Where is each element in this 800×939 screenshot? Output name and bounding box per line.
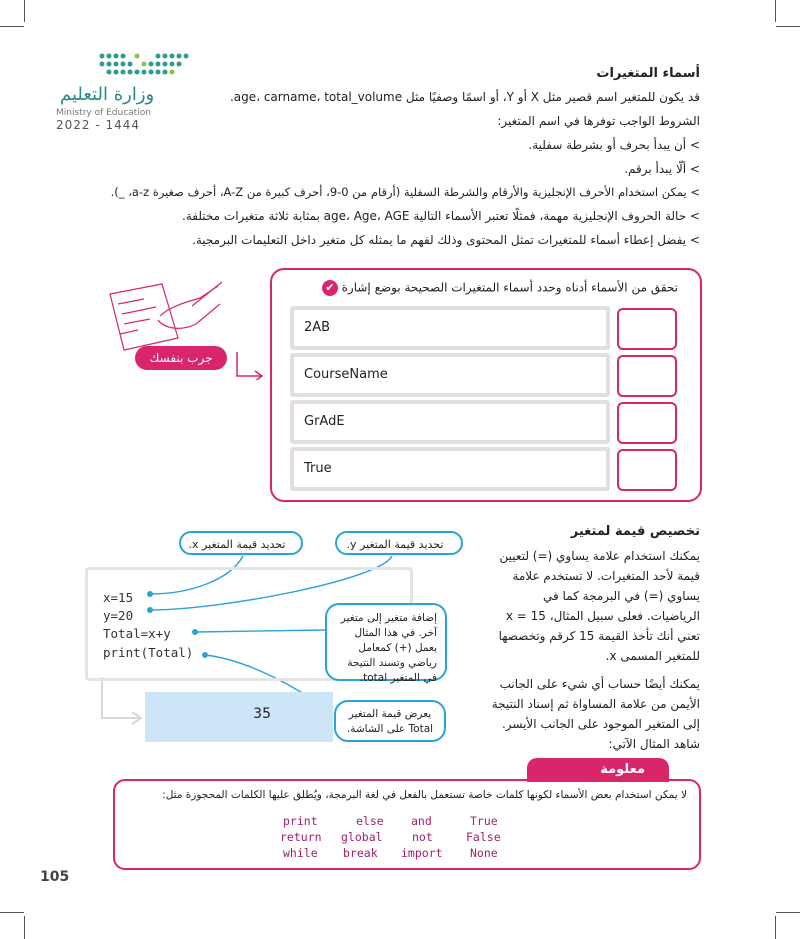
callout-y: تحديد قيمة المتغير y. [335,531,463,555]
checkbox-2ab[interactable] [617,308,677,350]
keyword: return [280,830,322,844]
keyword: break [343,846,378,860]
option-true: True [290,447,610,491]
keyword: and [411,814,432,828]
checkbox-coursename[interactable] [617,355,677,397]
variables-heading: أسماء المتغيرات [596,66,700,81]
try-yourself-badge: جرب بنفسك [135,346,227,370]
keyword: else [356,814,384,828]
callout-print: يعرض قيمة المتغير Total على الشاشة. [334,700,446,742]
rule-item: > ألّا يبدأ برقم. [624,162,700,176]
ministry-name-ar: وزارة التعليم [60,84,155,105]
crop-mark [776,912,800,913]
ministry-year: 2022 - 1444 [56,118,141,132]
check-mark-icon: ✔ [322,280,338,296]
ministry-name-en: Ministry of Education [56,108,151,118]
crop-mark [24,0,25,22]
crop-mark [24,916,25,939]
crop-mark [775,916,776,939]
crop-mark [776,26,800,27]
variables-intro: قد يكون للمتغير اسم قصير مثل X أو Y، أو اسمًا وصفيًا مثل age، carname، total_volume. [229,90,700,104]
crop-mark [0,912,24,913]
rule-item: > يفضل إعطاء أسماء للمتغيرات تمثل المحتوى وذلك لفهم ما يمثله كل متغير داخل التعليمات البرمجية. [192,233,700,247]
keyword: False [466,830,501,844]
rule-item: > أن يبدأ بحرف أو بشرطة سفلية. [528,138,700,152]
code-line: print(Total) [103,645,194,660]
keyword: None [470,846,498,860]
keyword: while [283,846,318,860]
keyword: import [401,846,443,860]
rule-item: > حالة الحروف الإنجليزية مهمة، فمثلًا تعتبر الأسماء التالية age، Age، AGE بمثابة ثلاثة متغيرات مختلفة. [182,209,700,223]
code-line: Total=x+y [103,626,171,641]
option-2ab: 2AB [290,306,610,350]
callout-total: إضافة متغير إلى متغير آخر. في هذا المثال يعمل (+) كمعامل رياضي وتسند النتيجة في المتغير total. [325,603,447,681]
rule-item: > يمكن استخدام الأحرف الإنجليزية والأرقام والشرطة السفلية (أرقام من 0-9، أحرف كبيرة من A-Z، أحرف صغيرة a-z، _). [110,185,700,199]
crop-mark [0,26,24,27]
page-number: 105 [40,869,70,885]
option-grade: GrAdE [290,400,610,444]
assign-paragraph-2: يمكنك أيضًا حساب أي شيء على الجانب الأيمن من علامة المساواة ثم إسناد النتيجة إلى المتغير الموجود على الجانب الأيسر. شاهد المثال الآتي: [491,677,700,751]
code-line: y=20 [103,608,134,623]
try-instruction [318,280,678,296]
try-instruction-text: تحقق من الأسماء أدناه وحدد أسماء المتغيرات الصحيحة بوضع إشارة [341,280,678,295]
output-panel [145,692,333,742]
keyword: global [341,830,383,844]
ministry-logo-icon [96,50,192,80]
info-text: لا يمكن استخدام بعض الأسماء لكونها كلمات خاصة تستعمل بالفعل في لغة البرمجة، ويُطلق عليها الكلمات المحجوزة مثل: [162,789,687,801]
crop-mark [775,0,776,22]
try-yourself-panel [270,268,702,502]
option-coursename: CourseName [290,353,610,397]
keyword: print [283,814,318,828]
checkbox-true[interactable] [617,449,677,491]
checkbox-grade[interactable] [617,402,677,444]
assign-paragraph-1: يمكنك استخدام علامة يساوي (=) لتعيين قيمة لأحد المتغيرات. لا تستخدم علامة يساوي (=) في البرمجة كما في الرياضيات. فعلى سبيل المثال، x = 15 تعني أنك تأخذ القيمة 15 كرقم وتخصصها للمتغير المسمى x. [498,549,700,663]
output-value: 35 [253,706,271,722]
assign-heading: تخصيص قيمة لمتغير [570,524,700,539]
keyword: True [470,814,498,828]
callout-x: تحديد قيمة المتغير x. [179,531,303,555]
info-title: معلومة [527,758,669,782]
arrow-right-icon [235,350,265,380]
keyword: not [412,830,433,844]
rules-title: الشروط الواجب توفرها في اسم المتغير: [497,114,700,128]
code-line: x=15 [103,590,134,605]
